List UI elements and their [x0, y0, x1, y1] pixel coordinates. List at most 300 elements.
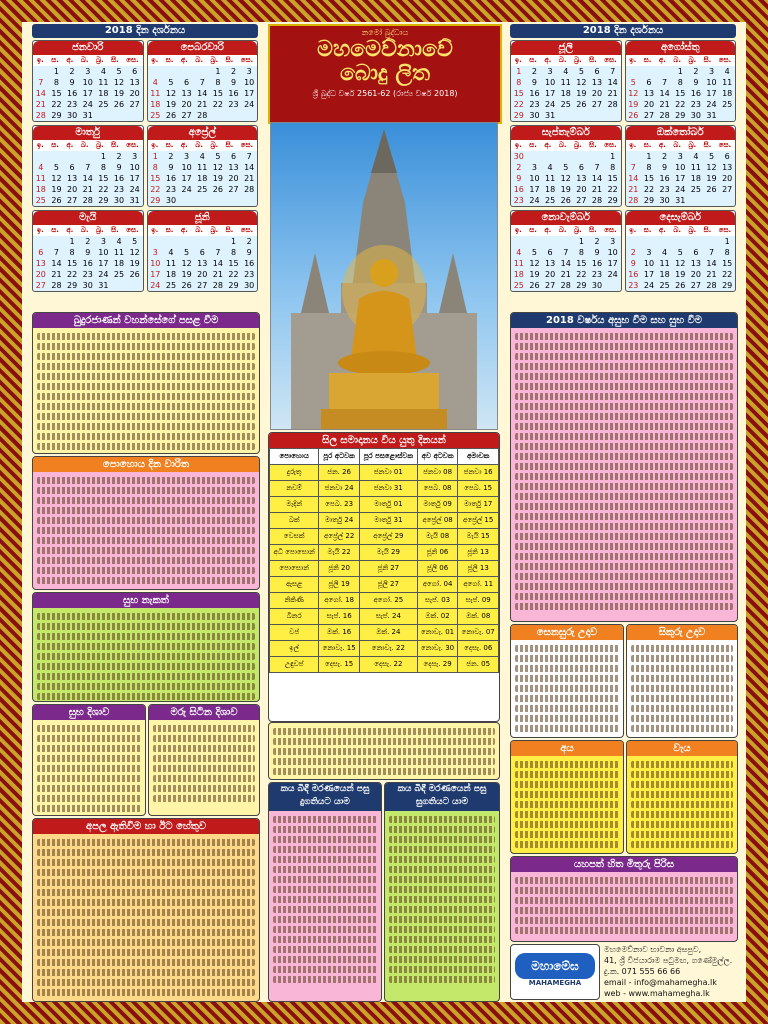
week-row [148, 184, 258, 195]
day-cell: 13 [228, 163, 239, 172]
week-row [33, 173, 143, 184]
day-cell: 25 [165, 281, 177, 290]
day-cell: 20 [197, 270, 208, 279]
sila-row [270, 641, 499, 657]
day-cell: 14 [82, 174, 93, 183]
week-row [511, 195, 621, 206]
day-cell: 15 [51, 89, 62, 98]
suba-disava-heading: සුභ දිශාව [33, 705, 145, 720]
day-cell: 26 [212, 185, 223, 194]
week-row [33, 236, 143, 247]
sila-row [270, 481, 499, 497]
day-cell [180, 236, 193, 247]
day-cell: 27 [591, 100, 603, 109]
sila-cell: නිකිණි [270, 593, 319, 609]
day-cell: 19 [560, 185, 571, 194]
sila-row [270, 577, 499, 593]
kaya-bindi-sugathi-box [384, 782, 500, 1002]
day-cell [227, 110, 240, 121]
month-left-5 [147, 210, 259, 292]
sila-cell: අගෝ. 25 [359, 593, 417, 609]
day-cell: 27 [181, 111, 192, 120]
sila-cell: වෙසක් [270, 529, 319, 545]
day-cell [243, 110, 256, 121]
day-cell: 21 [51, 270, 62, 279]
day-cell: 24 [129, 185, 140, 194]
kaya-bindi-dugathi-text [269, 811, 381, 988]
day-cell: 23 [591, 270, 603, 279]
year-suba-box [510, 312, 738, 622]
day-cell: 23 [628, 281, 639, 290]
sila-cell: අධි පොසොන් [270, 545, 319, 561]
week-row [33, 77, 143, 88]
day-cell: 20 [722, 174, 733, 183]
day-cell: 12 [675, 259, 686, 268]
day-cell [227, 195, 240, 206]
day-cell: 8 [677, 78, 683, 87]
day-cell: 29 [643, 196, 655, 205]
calendar-right [510, 24, 736, 292]
sila-cell: ඔක්. 16 [319, 625, 360, 641]
day-cell: 7 [662, 78, 668, 87]
day-cell: 6 [132, 67, 138, 76]
day-cell: 10 [545, 78, 556, 87]
day-cell: 20 [576, 185, 587, 194]
sila-table [269, 448, 499, 673]
day-cell [113, 110, 126, 121]
day-cell: 30 [165, 196, 177, 205]
day-cell [559, 236, 572, 247]
day-cell: 16 [690, 89, 701, 98]
day-cell [689, 236, 702, 247]
day-cell: 13 [591, 78, 603, 87]
day-cell: 18 [513, 270, 524, 279]
weekday-header: ඉ. ස. අ. බ. බ්‍ර. සි. සෙ. [33, 55, 143, 66]
yahapath-text [511, 872, 737, 939]
day-cell: 10 [82, 78, 93, 87]
day-cell: 16 [591, 259, 603, 268]
day-cell: 5 [53, 163, 59, 172]
year-suba-heading: 2018 වර්ෂය අසුභ වීම සහ සුභ වීම [511, 313, 737, 328]
day-cell [658, 236, 671, 247]
year-label-right: 2018 දින දර්ශනය [510, 24, 736, 38]
contact-web[interactable]: web - www.mahamegha.lk [604, 989, 710, 998]
sila-cell: උඳුවප් [270, 657, 319, 673]
day-cell: 30 [82, 281, 93, 290]
day-cell: 3 [677, 152, 683, 161]
day-cell: 21 [628, 185, 639, 194]
day-cell: 1 [230, 237, 237, 246]
week-row [148, 280, 258, 291]
day-cell [658, 66, 671, 77]
day-cell: 24 [529, 196, 540, 205]
month-right-3 [625, 125, 737, 207]
day-cell [34, 236, 47, 247]
day-cell: 27 [690, 281, 701, 290]
day-cell: 9 [69, 78, 75, 87]
day-cell: 16 [529, 89, 540, 98]
sila-row [270, 465, 499, 481]
day-cell: 21 [35, 100, 46, 109]
day-cell [591, 110, 604, 121]
day-cell: 15 [67, 259, 78, 268]
day-cell: 29 [513, 111, 524, 120]
month-left-0 [32, 40, 144, 122]
week-row [626, 173, 736, 184]
poya-vrata-box [32, 456, 260, 590]
day-cell: 6 [184, 78, 190, 87]
sila-header-cell: අමාවක [458, 449, 499, 465]
sila-cell: නොවැ. 15 [319, 641, 360, 657]
day-cell: 17 [82, 89, 93, 98]
sila-header-cell: පොහොය [270, 449, 319, 465]
day-cell: 8 [152, 163, 158, 172]
day-cell: 5 [116, 67, 122, 76]
day-cell: 20 [545, 270, 556, 279]
day-cell: 24 [675, 185, 686, 194]
day-cell: 30 [591, 281, 603, 290]
sila-cell: මාර්තු 17 [458, 497, 499, 513]
contact-info [604, 944, 738, 999]
day-cell: 17 [607, 259, 618, 268]
week-row [626, 110, 736, 121]
month-right-2 [510, 125, 622, 207]
day-cell: 27 [643, 111, 655, 120]
week-row [626, 88, 736, 99]
day-cell: 18 [560, 89, 571, 98]
day-cell: 20 [129, 89, 140, 98]
sila-row [270, 545, 499, 561]
weekday-header: ඉ. ස. අ. බ. බ්‍ර. සි. සෙ. [148, 225, 258, 236]
sila-cell: ජූනි 06 [417, 545, 458, 561]
day-cell: 21 [706, 270, 717, 279]
day-cell: 26 [529, 281, 540, 290]
day-cell: 25 [690, 185, 701, 194]
contact-email[interactable]: email - info@mahamegha.lk [604, 978, 717, 987]
day-cell: 4 [662, 248, 668, 257]
title-line2: බොදු ලිත [339, 61, 431, 86]
day-cell [559, 151, 572, 162]
yahapath-heading: යහපත් හිත මිතුරු පිරිස [511, 857, 737, 872]
week-row [33, 280, 143, 291]
sikuru-box [626, 624, 738, 738]
day-cell: 2 [531, 67, 537, 76]
sila-cell: නොවැ. 22 [359, 641, 417, 657]
day-cell: 22 [607, 185, 618, 194]
apala-heading: අපල ඇතිවීම හා ඊට හේතුව [33, 819, 259, 834]
sila-cell: අගෝ. 11 [458, 577, 499, 593]
day-cell: 1 [69, 237, 75, 246]
day-cell: 12 [628, 89, 639, 98]
day-cell [627, 66, 640, 77]
day-cell: 3 [246, 67, 252, 76]
sila-cell: සැප්. 24 [359, 609, 417, 625]
day-cell: 26 [113, 100, 125, 109]
sila-row [270, 513, 499, 529]
month-name: ජූලි [511, 41, 621, 55]
month-name: අප්‍රේල් [148, 126, 258, 140]
sila-cell: ජූනි 20 [319, 561, 360, 577]
week-row [511, 88, 621, 99]
day-cell: 14 [706, 259, 717, 268]
day-cell: 9 [516, 174, 522, 183]
day-cell: 17 [129, 174, 140, 183]
suba-disava-text [33, 720, 145, 816]
day-cell: 5 [184, 248, 190, 257]
contact-address: 41, ශ්‍රී විජයාරාම පටුමඟ, ගණේමුල්ල. [604, 956, 733, 965]
day-cell: 1 [516, 67, 522, 76]
day-cell: 30 [529, 111, 540, 120]
day-cell: 2 [230, 67, 237, 76]
day-cell: 19 [51, 185, 62, 194]
sila-cell: ජනවා 01 [359, 465, 417, 481]
day-cell: 23 [113, 185, 125, 194]
kaya-bindi-dugathi-box [268, 782, 382, 1002]
day-cell: 2 [630, 248, 636, 257]
day-cell: 5 [168, 78, 174, 87]
day-cell: 25 [197, 185, 208, 194]
day-cell [512, 236, 525, 247]
day-cell: 14 [197, 89, 208, 98]
sila-cell: අගෝ. 04 [417, 577, 458, 593]
day-cell: 23 [165, 185, 177, 194]
week-row [33, 151, 143, 162]
week-row [626, 99, 736, 110]
weekday-header: ඉ. ස. අ. බ. බ්‍ර. සි. සෙ. [33, 225, 143, 236]
day-cell [575, 110, 588, 121]
week-row [511, 184, 621, 195]
day-cell [674, 236, 687, 247]
day-cell: 30 [659, 196, 670, 205]
week-row [33, 88, 143, 99]
day-cell: 27 [545, 281, 556, 290]
day-cell: 2 [594, 237, 600, 246]
day-cell: 2 [85, 237, 91, 246]
day-cell: 23 [659, 185, 670, 194]
week-row [511, 66, 621, 77]
year-suba-text [511, 328, 737, 615]
day-cell: 22 [675, 100, 686, 109]
day-cell: 8 [646, 163, 652, 172]
sila-cell: මැයි 08 [417, 529, 458, 545]
day-cell: 30 [113, 196, 125, 205]
day-cell [50, 236, 63, 247]
day-cell: 26 [181, 281, 192, 290]
week-row [148, 110, 258, 121]
day-cell: 31 [675, 196, 686, 205]
sila-cell: මාර්තු 09 [417, 497, 458, 513]
day-cell: 22 [513, 100, 524, 109]
day-cell: 26 [675, 281, 686, 290]
week-row [148, 99, 258, 110]
day-cell: 22 [722, 270, 733, 279]
day-cell [164, 66, 177, 77]
day-cell: 12 [576, 78, 587, 87]
week-row [626, 269, 736, 280]
day-cell: 26 [560, 196, 571, 205]
suba-nakath-box [32, 592, 260, 702]
week-row [626, 280, 736, 291]
day-cell: 29 [98, 196, 109, 205]
day-cell: 11 [513, 259, 524, 268]
day-cell [642, 236, 655, 247]
day-cell: 1 [215, 67, 221, 76]
sila-cell: ඉල් [270, 641, 319, 657]
day-cell: 11 [197, 163, 208, 172]
day-cell: 31 [98, 281, 109, 290]
day-cell [544, 236, 557, 247]
day-cell: 23 [690, 100, 701, 109]
day-cell [705, 195, 718, 206]
day-cell: 31 [706, 111, 717, 120]
day-cell [243, 195, 256, 206]
day-cell: 13 [722, 163, 733, 172]
day-cell: 2 [246, 237, 252, 246]
day-cell: 20 [67, 185, 78, 194]
day-cell [196, 195, 209, 206]
day-cell: 6 [646, 78, 652, 87]
sila-cell: බක් [270, 513, 319, 529]
week-row [33, 162, 143, 173]
day-cell: 6 [693, 248, 699, 257]
day-cell: 9 [246, 248, 252, 257]
sila-header-cell: පූර පසළොස්වක [359, 449, 417, 465]
day-cell: 9 [116, 163, 122, 172]
day-cell: 19 [706, 174, 717, 183]
day-cell: 23 [529, 100, 540, 109]
day-cell: 21 [244, 174, 255, 183]
sila-cell: දෙසැ. 15 [319, 657, 360, 673]
day-cell [97, 110, 110, 121]
day-cell [627, 236, 640, 247]
day-cell: 20 [690, 270, 701, 279]
day-cell: 14 [244, 163, 255, 172]
senasuru-text [511, 640, 623, 737]
day-cell: 12 [129, 248, 140, 257]
day-cell: 25 [113, 270, 125, 279]
day-cell: 24 [607, 270, 618, 279]
sila-cell: මැයි 15 [458, 529, 499, 545]
sila-cell: ජූලි 19 [319, 577, 360, 593]
apala-box [32, 818, 260, 1002]
buddha-praise-box [32, 312, 260, 454]
week-row [511, 236, 621, 247]
sila-cell: මැදින් [270, 497, 319, 513]
sila-cell: ඔක්. 02 [417, 609, 458, 625]
day-cell: 7 [594, 163, 600, 172]
day-cell: 14 [659, 89, 670, 98]
day-cell: 21 [197, 100, 208, 109]
sila-cell: දෙසැ. 06 [458, 641, 499, 657]
week-row [511, 151, 621, 162]
weekday-header: ඉ. ස. අ. බ. බ්‍ර. සි. සෙ. [626, 55, 736, 66]
day-cell: 15 [513, 89, 524, 98]
day-cell: 12 [529, 259, 540, 268]
week-row [148, 162, 258, 173]
week-row [626, 258, 736, 269]
day-cell: 18 [98, 89, 109, 98]
sila-row [270, 625, 499, 641]
month-name: මාර්තු [33, 126, 143, 140]
day-cell [575, 151, 588, 162]
day-cell: 3 [184, 152, 190, 161]
day-cell: 21 [591, 185, 603, 194]
day-cell: 9 [230, 78, 237, 87]
day-cell: 1 [724, 237, 730, 246]
day-cell: 24 [82, 100, 93, 109]
day-cell: 18 [545, 185, 556, 194]
day-cell [627, 151, 640, 162]
sila-cell: අප්‍රේල් 15 [458, 513, 499, 529]
day-cell: 24 [244, 100, 255, 109]
week-row [148, 77, 258, 88]
day-cell [606, 280, 619, 291]
day-cell: 5 [578, 67, 584, 76]
temple-illustration [271, 123, 497, 429]
week-row [511, 77, 621, 88]
day-cell: 23 [513, 196, 524, 205]
day-cell: 16 [165, 174, 177, 183]
day-cell: 29 [607, 196, 618, 205]
day-cell: 25 [545, 196, 556, 205]
day-cell: 21 [212, 270, 223, 279]
day-cell: 29 [51, 111, 62, 120]
day-cell: 8 [610, 163, 616, 172]
day-cell [196, 66, 209, 77]
kaya-bindi-sugathi-text [385, 811, 499, 988]
day-cell: 16 [513, 185, 524, 194]
apala-text [33, 834, 259, 1001]
day-cell: 9 [594, 248, 600, 257]
day-cell: 23 [82, 270, 93, 279]
week-row [511, 247, 621, 258]
day-cell: 30 [67, 111, 78, 120]
day-cell: 24 [545, 100, 556, 109]
day-cell: 11 [35, 174, 46, 183]
day-cell: 24 [98, 270, 109, 279]
day-cell: 1 [100, 152, 106, 161]
week-row [511, 162, 621, 173]
day-cell [591, 151, 604, 162]
day-cell: 28 [212, 281, 223, 290]
buddha-praise-heading: බුදුරජාණන් වහන්සේගේ පසළ වීම [33, 313, 259, 328]
day-cell: 15 [212, 89, 223, 98]
day-cell: 22 [98, 185, 109, 194]
day-cell: 31 [129, 196, 140, 205]
month-name: දෙසැම්බර් [626, 211, 736, 225]
day-cell: 29 [722, 281, 733, 290]
sila-cell: පොසොන් [270, 561, 319, 577]
week-row [148, 151, 258, 162]
day-cell: 6 [69, 163, 75, 172]
sila-cell: ජන. 26 [319, 465, 360, 481]
day-cell: 27 [576, 196, 587, 205]
day-cell: 7 [53, 248, 59, 257]
day-cell: 2 [693, 67, 699, 76]
day-cell: 24 [706, 100, 717, 109]
day-cell: 7 [85, 163, 91, 172]
day-cell: 6 [230, 152, 237, 161]
day-cell: 10 [607, 248, 618, 257]
day-cell: 25 [560, 100, 571, 109]
day-cell: 3 [100, 237, 106, 246]
day-cell: 17 [529, 185, 540, 194]
day-cell: 28 [35, 111, 46, 120]
sila-notes-text [269, 723, 499, 780]
day-cell [721, 110, 734, 121]
day-cell: 25 [513, 281, 524, 290]
day-cell: 9 [85, 248, 91, 257]
